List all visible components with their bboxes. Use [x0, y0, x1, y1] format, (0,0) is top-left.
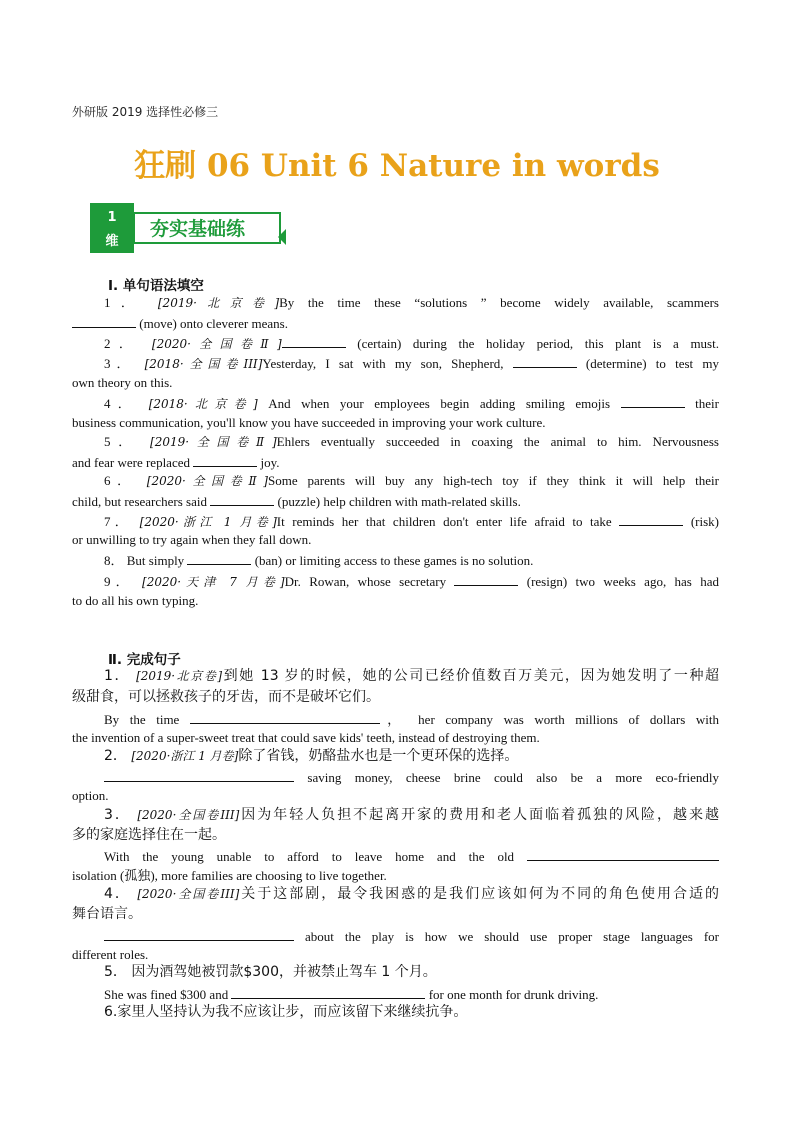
source-citation: [2020·浙江 1 月卷] [131, 749, 239, 763]
source-citation: [2020·全国卷Ⅱ] [146, 474, 268, 488]
s1-line: 9． [2020·天津 7 月卷]Dr. Rowan, whose secretary (resign) two weeks ago, has had [72, 571, 719, 592]
answer-blank[interactable] [72, 313, 136, 328]
answer-blank[interactable] [104, 767, 294, 782]
s2-line: different roles. [72, 947, 149, 962]
s2-line: 5． 因为酒驾她被罚款$300，并被禁止驾车 1 个月。 [104, 964, 437, 980]
section1-heading: Ⅰ. 单句语法填空 [108, 278, 204, 294]
s2-line: option. [72, 788, 109, 803]
s1-line: 7． [2020·浙江 1 月卷]It reminds her that children don't enter life afraid to take (risk) [72, 511, 719, 532]
s1-line: or unwilling to try again when they fall down. [72, 532, 312, 547]
section2-heading: Ⅱ. 完成句子 [108, 652, 181, 668]
section-badge [90, 203, 286, 253]
answer-blank[interactable] [527, 846, 719, 861]
answer-blank[interactable] [210, 491, 274, 506]
source-citation: [2020·全国卷III] [137, 808, 240, 822]
source-citation: [2019·全国卷Ⅱ] [150, 435, 277, 449]
s2-line: the invention of a super-sweet treat that could save kids' teeth, instead of destroying them. [72, 730, 540, 745]
s1-line: 4． [2018·北京卷] And when your employees begin adding smiling emojis their [72, 393, 719, 414]
s1-line: 6． [2020·全国卷Ⅱ]Some parents will buy any high-tech toy if they think it will help their [104, 473, 719, 488]
source-citation: [2020·全国卷Ⅱ] [151, 337, 282, 351]
source-citation: [2020·全国卷III] [137, 887, 240, 901]
s2-line: By the time ， her company was worth millions of dollars with [72, 709, 719, 730]
answer-blank[interactable] [621, 393, 685, 408]
s2-line: With the young unable to afford to leave home and the old [72, 846, 719, 867]
s1-line: and fear were replaced joy. [72, 452, 719, 473]
s1-line: own theory on this. [72, 375, 173, 390]
edition-label: 外研版 2019 选择性必修三 [72, 105, 219, 119]
answer-blank[interactable] [190, 709, 380, 724]
badge-number: 1 [107, 210, 117, 225]
s2-line: 4． [2020·全国卷III]关于这部剧，最令我困惑的是我们应该如何为不同的角色使用合适的 [104, 886, 719, 902]
s2-line: 3． [2020·全国卷III]因为年轻人负担不起离开家的费用和老人面临着孤独的风险，越来越 [104, 807, 719, 823]
answer-blank[interactable] [231, 984, 425, 999]
s1-line: 2． [2020·全国卷Ⅱ] (certain) during the holiday period, this plant is a must. [72, 333, 719, 354]
s1-line: business communication, you'll know you have succeeded in improving your work culture. [72, 415, 546, 430]
source-citation: [2019·北京卷] [157, 296, 280, 310]
source-citation: [2020·天津 7 月卷] [142, 575, 285, 589]
source-citation: [2018·北京卷] [148, 397, 258, 411]
s2-line: 多的家庭选择住在一起。 [72, 827, 226, 843]
s1-line: 8． But simply (ban) or limiting access to these games is no solution. [72, 550, 719, 571]
source-citation: [2018·全国卷III] [144, 357, 263, 371]
answer-blank[interactable] [104, 926, 294, 941]
s1-line: 3． [2018·全国卷III]Yesterday, I sat with my son, Shepherd, (determine) to test my [72, 353, 719, 374]
s2-line: saving money, cheese brine could also be a more eco-friendly [72, 767, 719, 788]
s1-line: 1． [2019·北京卷]By the time these “solutions ” become widely available, scammers [104, 295, 719, 310]
s1-line: 5． [2019·全国卷Ⅱ]Ehlers eventually succeeded in coaxing the animal to him. Nervousness [104, 434, 719, 449]
source-citation: [2020·浙江 1 月卷] [139, 515, 277, 529]
s2-line: 1． [2019·北京卷]到她 13 岁的时候，她的公司已经价值数百万美元，因为她发明了一种超 [104, 668, 720, 684]
page-title: 狂刷 06 Unit 6 Nature in words [134, 148, 660, 184]
badge-unit: 维 [105, 234, 119, 249]
answer-blank[interactable] [282, 333, 346, 348]
s2-line: 2． [2020·浙江 1 月卷]除了省钱，奶酪盐水也是一个更环保的选择。 [104, 748, 519, 764]
s2-line: 级甜食，可以拯救孩子的牙齿，而不是破坏它们。 [72, 689, 380, 705]
answer-blank[interactable] [187, 550, 251, 565]
source-citation: [2019·北京卷] [136, 669, 223, 683]
answer-blank[interactable] [454, 571, 518, 586]
s2-line: She was fined $300 and for one month for drunk driving. [72, 984, 719, 1005]
s2-line: isolation (孤独), more families are choosing to live together. [72, 868, 387, 883]
s2-line: 6.家里人坚持认为我不应该让步，而应该留下来继续抗争。 [104, 1004, 468, 1020]
s2-line: 舞台语言。 [72, 906, 142, 922]
s1-line: to do all his own typing. [72, 593, 199, 608]
answer-blank[interactable] [619, 511, 683, 526]
s1-line: (move) onto cleverer means. [72, 313, 719, 334]
s2-line: about the play is how we should use proper stage languages for [72, 926, 719, 947]
answer-blank[interactable] [193, 452, 257, 467]
s1-line: child, but researchers said (puzzle) help children with math-related skills. [72, 491, 719, 512]
answer-blank[interactable] [513, 353, 577, 368]
badge-label: 夯实基础练 [150, 218, 246, 240]
